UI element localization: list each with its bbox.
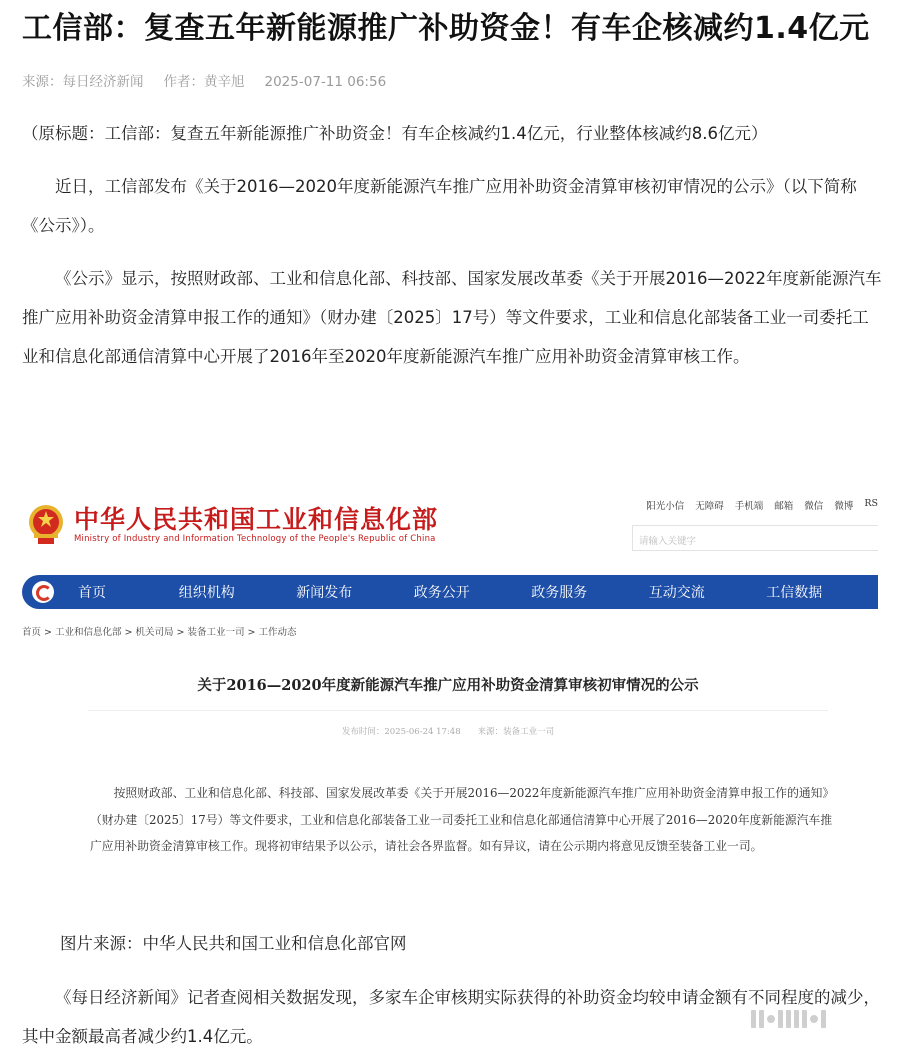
gov-search-input[interactable]: 请输入关键字	[632, 525, 878, 551]
nav-item-organization[interactable]: 组织机构	[178, 585, 235, 601]
article-source: 来源：每日经济新闻	[22, 74, 144, 90]
nav-item-data[interactable]: 工信数据	[766, 585, 823, 601]
top-link[interactable]: 邮箱	[774, 501, 794, 512]
nav-item-home[interactable]: 首页	[78, 585, 106, 601]
nav-item-services[interactable]: 政务服务	[531, 585, 588, 601]
top-link[interactable]: 无障碍	[695, 501, 724, 512]
top-link[interactable]: RS	[864, 498, 878, 509]
doc-body: 按照财政部、工业和信息化部、科技部、国家发展改革委《关于开展2016—2022年度新能源汽车推广应用补助资金清算申报工作的通知》（财办建〔2025〕17号）等文件要求，工业和信息化部装备工业一司委托工业和信息化部通信清算中心开展了2016—2020年度新能源汽车推广应用补助资金清算审核工作。现将初审结果予以公示，请社会各界监督。如有异议，请在公示期内将意见反馈至装备工业一司。	[90, 786, 835, 853]
gov-site-name: 中华人民共和国工业和信息化部	[74, 505, 439, 534]
article-author: 作者：黄辛旭	[163, 74, 245, 90]
gov-nav-bar	[22, 575, 878, 609]
headline: 工信部：复查五年新能源推广补助资金！有车企核减约1.4亿元	[22, 11, 870, 46]
article-meta	[22, 70, 882, 94]
breadcrumb[interactable]: 首页 > 工业和信息化部 > 机关司局 > 装备工业一司 > 工作动态	[22, 627, 297, 638]
paragraph-1: 近日，工信部发布《关于2016—2020年度新能源汽车推广应用补助资金清算审核初审情况的公示》（以下简称《公示》）。	[22, 177, 857, 235]
nav-item-public-affairs[interactable]: 政务公开	[413, 585, 470, 601]
gov-site-name-en: Ministry of Industry and Information Technology of the People's Republic of China	[74, 534, 436, 544]
top-link[interactable]: 阳光小信	[646, 501, 685, 512]
article	[22, 0, 882, 376]
paragraph-3: 《每日经济新闻》记者查阅相关数据发现，多家车企审核期实际获得的补助资金均较申请金额有不同程度的减少，其中金额最高者减少约1.4亿元。	[22, 988, 880, 1046]
gov-header	[18, 484, 878, 568]
top-link[interactable]: 微信	[804, 501, 824, 512]
nav-item-news[interactable]: 新闻发布	[296, 585, 353, 601]
original-title-paragraph: （原标题：工信部：复查五年新能源推广补助资金！有车企核减约1.4亿元，行业整体核减约8.6亿元）	[22, 124, 768, 143]
paragraph-2: 《公示》显示，按照财政部、工业和信息化部、科技部、国家发展改革委《关于开展2016—2022年度新能源汽车推广应用补助资金清算申报工作的通知》（财办建〔2025〕17号）等文件要求，工业和信息化部装备工业一司委托工业和信息化部通信清算中心开展了2016年至2020年度新能源汽车推广应用补助资金清算审核工作。	[22, 269, 882, 366]
site-logo-icon[interactable]	[32, 581, 54, 603]
national-emblem-icon	[26, 502, 66, 546]
top-link[interactable]: 微博	[834, 501, 854, 512]
image-source-caption: 图片来源：中华人民共和国工业和信息化部官网	[60, 934, 407, 953]
doc-title: 关于2016—2020年度新能源汽车推广应用补助资金清算审核初审情况的公示	[197, 677, 699, 694]
nav-item-interaction[interactable]: 互动交流	[648, 585, 705, 601]
doc-meta: 发布时间：2025-06-24 17:48 来源：装备工业一司	[341, 727, 555, 737]
title-divider	[88, 710, 828, 711]
gov-top-links	[646, 498, 878, 512]
top-link[interactable]: 手机端	[734, 501, 764, 512]
gov-site-screenshot	[18, 484, 878, 899]
article-datetime: 2025-07-11 06:56	[264, 74, 387, 90]
watermark-logo-icon	[751, 1006, 875, 1032]
